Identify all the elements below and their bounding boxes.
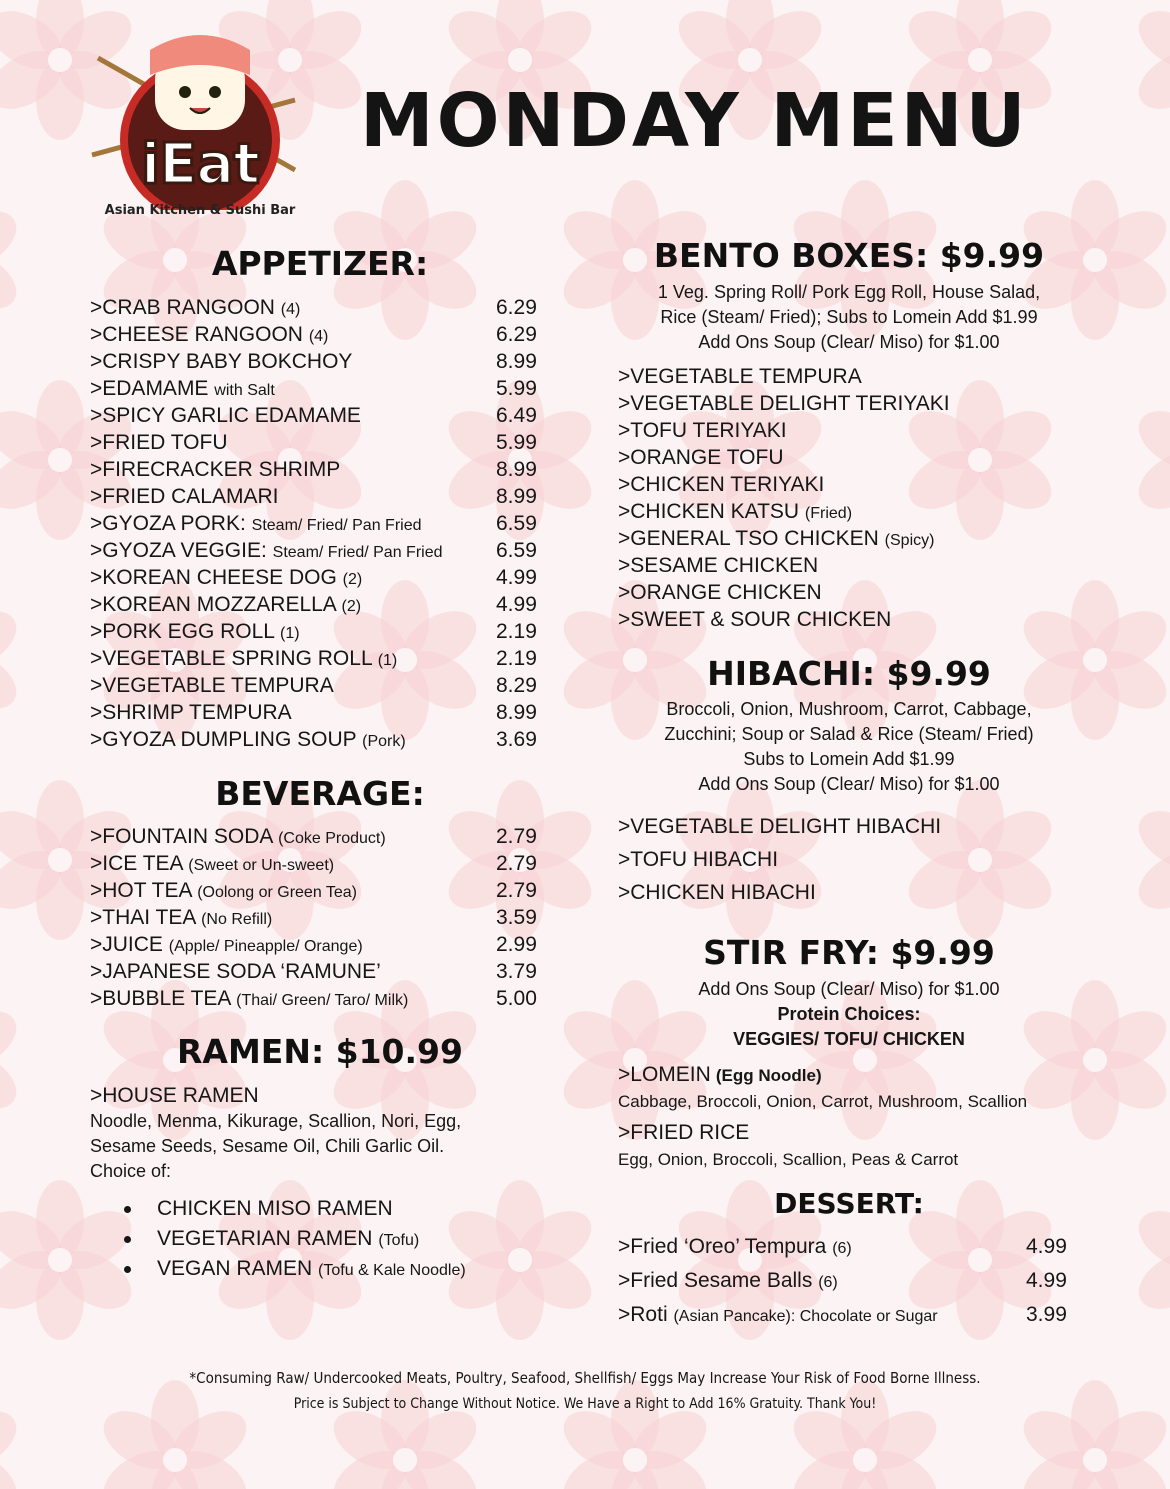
menu-item-name bbox=[618, 419, 787, 443]
item-note: (Oolong or Green Tea) bbox=[197, 884, 357, 901]
item-name: >SWEET & SOUR CHICKEN bbox=[618, 608, 892, 631]
menu-item-name bbox=[618, 581, 822, 605]
menu-item-name bbox=[90, 728, 406, 752]
ramen-choice-note: (Tofu) bbox=[378, 1232, 420, 1249]
item-name: >FRIED CALAMARI bbox=[90, 485, 279, 508]
item-note: Steam/ Fried/ Pan Fried bbox=[272, 544, 443, 561]
menu-item-name bbox=[90, 539, 443, 563]
menu-item-price: 2.19 bbox=[496, 647, 537, 670]
ramen-choice-name: CHICKEN MISO RAMEN bbox=[157, 1197, 393, 1220]
ramen-desc-line: Sesame Seeds, Sesame Oil, Chili Garlic Oil. bbox=[90, 1136, 445, 1156]
menu-item-name bbox=[90, 566, 362, 590]
item-name: >TOFU HIBACHI bbox=[618, 848, 779, 871]
menu-item-name bbox=[618, 815, 941, 839]
menu-item-name bbox=[90, 593, 361, 617]
item-note: (2) bbox=[341, 598, 362, 615]
menu-item-name bbox=[90, 404, 361, 428]
menu-item-price: 8.99 bbox=[496, 350, 537, 373]
bento-desc-line: 1 Veg. Spring Roll/ Pork Egg Roll, House Salad, bbox=[657, 282, 1041, 302]
stirfry-item-note: (Egg Noodle) bbox=[715, 1066, 822, 1085]
bento-desc-line: Add Ons Soup (Clear/ Miso) for $1.00 bbox=[698, 332, 1000, 352]
item-name: >VEGETABLE SPRING ROLL bbox=[90, 647, 372, 670]
menu-item-price: 2.79 bbox=[496, 825, 537, 848]
item-name: >TOFU TERIYAKI bbox=[618, 419, 787, 442]
item-name: >Roti bbox=[618, 1303, 668, 1326]
ramen-choice bbox=[157, 1227, 419, 1251]
menu-item-price: 2.99 bbox=[496, 933, 537, 956]
bento-desc bbox=[618, 280, 1080, 355]
menu-item-name bbox=[90, 825, 386, 849]
item-note: (6) bbox=[832, 1240, 852, 1257]
menu-item-name bbox=[90, 377, 275, 401]
ramen-desc-line: Noodle, Menma, Kikurage, Scallion, Nori, Egg, bbox=[90, 1111, 462, 1131]
footer-notice: Price is Subject to Change Without Notice. We Have a Right to Add 16% Gratuity. Thank You! bbox=[293, 1396, 877, 1412]
menu-item-name bbox=[618, 365, 862, 389]
item-name: >ORANGE TOFU bbox=[618, 446, 784, 469]
item-note: (Coke Product) bbox=[278, 830, 386, 847]
item-name: >THAI TEA bbox=[90, 906, 196, 929]
stirfry-protein-list: VEGGIES/ TOFU/ CHICKEN bbox=[733, 1029, 965, 1049]
item-name: >GYOZA PORK: bbox=[90, 512, 246, 535]
menu-item-name bbox=[618, 392, 950, 416]
bento-heading: BENTO BOXES: $9.99 bbox=[653, 236, 1045, 275]
item-name: >PORK EGG ROLL bbox=[90, 620, 275, 643]
item-name: >VEGETABLE DELIGHT HIBACHI bbox=[618, 815, 942, 838]
stirfry-addons: Add Ons Soup (Clear/ Miso) for $1.00 bbox=[698, 979, 1000, 999]
hibachi-desc bbox=[618, 697, 1080, 797]
menu-item-name bbox=[90, 987, 408, 1011]
hibachi-heading: HIBACHI: $9.99 bbox=[707, 654, 991, 693]
item-note: (Spicy) bbox=[884, 532, 935, 549]
ramen-choice-name: VEGAN RAMEN bbox=[157, 1257, 313, 1280]
menu-item-name bbox=[90, 647, 397, 671]
item-note: with Salt bbox=[214, 382, 275, 399]
menu-item-price: 3.69 bbox=[496, 728, 537, 751]
menu-item-name bbox=[90, 701, 292, 725]
appetizer-heading: APPETIZER: bbox=[211, 244, 429, 283]
item-name: >CHICKEN TERIYAKI bbox=[618, 473, 825, 496]
item-note: (6) bbox=[818, 1274, 838, 1291]
item-name: >FRIED TOFU bbox=[90, 431, 228, 454]
menu-item-name bbox=[90, 620, 300, 644]
stirfry-heading: STIR FRY: $9.99 bbox=[703, 933, 995, 972]
stirfry-item bbox=[618, 1121, 749, 1145]
stirfry-item-desc: Egg, Onion, Broccoli, Scallion, Peas & Carrot bbox=[618, 1150, 959, 1169]
menu-item-price: 8.29 bbox=[496, 674, 537, 697]
item-name: >JUICE bbox=[90, 933, 163, 956]
item-name: >BUBBLE TEA bbox=[90, 987, 231, 1010]
item-name: >GYOZA DUMPLING SOUP bbox=[90, 728, 357, 751]
menu-item-name bbox=[90, 485, 278, 509]
item-name: >SHRIMP TEMPURA bbox=[90, 701, 292, 724]
menu-item-name bbox=[90, 431, 228, 455]
bullet-icon bbox=[124, 1206, 131, 1213]
item-note: (1) bbox=[377, 652, 398, 669]
menu-item-name bbox=[618, 473, 824, 497]
item-name: >GENERAL TSO CHICKEN bbox=[618, 527, 879, 550]
menu-item-price: 4.99 bbox=[1026, 1235, 1067, 1258]
menu-item-name bbox=[618, 554, 818, 578]
menu-item-name bbox=[90, 906, 272, 930]
ramen-item: >HOUSE RAMEN bbox=[90, 1084, 259, 1107]
item-name: >SESAME CHICKEN bbox=[618, 554, 819, 577]
menu-item-name bbox=[618, 608, 891, 632]
item-note: (4) bbox=[280, 301, 301, 318]
menu-item-name bbox=[618, 500, 852, 524]
stirfry-item-name: >LOMEIN bbox=[618, 1063, 711, 1086]
item-note: (Asian Pancake): Chocolate or Sugar bbox=[673, 1308, 938, 1325]
item-note: (Pork) bbox=[362, 733, 406, 750]
menu-item-name bbox=[618, 1235, 852, 1259]
ramen-choice-note: (Tofu & Kale Noodle) bbox=[318, 1262, 466, 1279]
hibachi-desc-line: Subs to Lomein Add $1.99 bbox=[743, 749, 955, 769]
stirfry-protein-label: Protein Choices: bbox=[777, 1004, 921, 1024]
item-name: >ORANGE CHICKEN bbox=[618, 581, 822, 604]
menu-item-name bbox=[618, 1269, 838, 1293]
item-name: >FOUNTAIN SODA bbox=[90, 825, 273, 848]
menu-item-name bbox=[618, 848, 778, 872]
menu-item-price: 8.99 bbox=[496, 701, 537, 724]
item-note: Steam/ Fried/ Pan Fried bbox=[251, 517, 422, 534]
item-name: >Fried Sesame Balls bbox=[618, 1269, 813, 1292]
menu-item-name bbox=[90, 933, 363, 957]
bento-desc-line: Rice (Steam/ Fried); Subs to Lomein Add $1.99 bbox=[660, 307, 1038, 327]
hibachi-desc-line: Broccoli, Onion, Mushroom, Carrot, Cabbage, bbox=[666, 699, 1032, 719]
menu-item-price: 2.79 bbox=[496, 852, 537, 875]
menu-item-name bbox=[618, 527, 934, 551]
menu-item-price: 6.49 bbox=[496, 404, 537, 427]
item-note: (Sweet or Un-sweet) bbox=[188, 857, 335, 874]
menu-item-price: 4.99 bbox=[496, 593, 537, 616]
item-note: (4) bbox=[308, 328, 329, 345]
ramen-choice-name: VEGETARIAN RAMEN bbox=[157, 1227, 373, 1250]
ramen-desc bbox=[90, 1109, 461, 1184]
stirfry-item-name: >FRIED RICE bbox=[618, 1121, 750, 1144]
ramen-choice bbox=[157, 1197, 393, 1221]
ramen-choice bbox=[157, 1257, 466, 1281]
item-name: >CHICKEN KATSU bbox=[618, 500, 800, 523]
stirfry-item bbox=[618, 1063, 822, 1087]
menu-item-name bbox=[618, 1303, 938, 1327]
stirfry-desc bbox=[618, 977, 1080, 1052]
menu-item-name bbox=[90, 852, 334, 876]
footer-disclaimer: *Consuming Raw/ Undercooked Meats, Poultry, Seafood, Shellfish/ Eggs May Increase Your Risk of Food Borne Illness. bbox=[189, 1369, 981, 1387]
item-name: >CHEESE RANGOON bbox=[90, 323, 303, 346]
menu-item-price: 5.99 bbox=[496, 377, 537, 400]
item-name: >EDAMAME bbox=[90, 377, 209, 400]
menu-item-name bbox=[618, 446, 784, 470]
brand-logo bbox=[90, 20, 310, 226]
dessert-heading: DESSERT: bbox=[774, 1187, 924, 1220]
item-note: (No Refill) bbox=[201, 911, 273, 928]
item-name: >KOREAN MOZZARELLA bbox=[90, 593, 336, 616]
item-name: >KOREAN CHEESE DOG bbox=[90, 566, 337, 589]
menu-item-name bbox=[90, 674, 334, 698]
page-title: MONDAY MENU bbox=[360, 78, 1029, 164]
ramen-heading: RAMEN: $10.99 bbox=[177, 1032, 463, 1071]
menu-item-price: 6.29 bbox=[496, 323, 537, 346]
item-name: >VEGETABLE TEMPURA bbox=[90, 674, 334, 697]
item-note: (2) bbox=[342, 571, 363, 588]
hibachi-desc-line: Add Ons Soup (Clear/ Miso) for $1.00 bbox=[698, 774, 1000, 794]
item-name: >Fried ‘Oreo’ Tempura bbox=[618, 1235, 827, 1258]
menu-item-price: 3.99 bbox=[1026, 1303, 1067, 1326]
item-name: >FIRECRACKER SHRIMP bbox=[90, 458, 341, 481]
item-name: >HOT TEA bbox=[90, 879, 192, 902]
menu-item-name bbox=[90, 350, 352, 374]
item-name: >JAPANESE SODA ‘RAMUNE’ bbox=[90, 960, 381, 983]
logo-wordmark: iEat bbox=[140, 132, 259, 197]
item-name: >CHICKEN HIBACHI bbox=[618, 881, 816, 904]
menu-item-price: 3.79 bbox=[496, 960, 537, 983]
menu-item-price: 2.19 bbox=[496, 620, 537, 643]
hibachi-desc-line: Zucchini; Soup or Salad & Rice (Steam/ Fried) bbox=[664, 724, 1034, 744]
menu-item-name bbox=[618, 881, 816, 905]
menu-item-name bbox=[90, 323, 328, 347]
beverage-heading: BEVERAGE: bbox=[215, 774, 425, 813]
logo-subtitle: Asian Kitchen & Sushi Bar bbox=[104, 203, 296, 218]
menu-item-name bbox=[90, 960, 381, 984]
menu-item-price: 5.00 bbox=[496, 987, 537, 1010]
menu-item-name bbox=[90, 296, 300, 320]
menu-item-price: 8.99 bbox=[496, 458, 537, 481]
item-name: >SPICY GARLIC EDAMAME bbox=[90, 404, 361, 427]
menu-item-price: 6.29 bbox=[496, 296, 537, 319]
menu-item-price: 4.99 bbox=[1026, 1269, 1067, 1292]
menu-item-price: 3.59 bbox=[496, 906, 537, 929]
menu-item-price: 5.99 bbox=[496, 431, 537, 454]
menu-item-price: 4.99 bbox=[496, 566, 537, 589]
menu-item-price: 8.99 bbox=[496, 485, 537, 508]
item-note: (1) bbox=[280, 625, 300, 642]
item-name: >ICE TEA bbox=[90, 852, 183, 875]
menu-item-price: 6.59 bbox=[496, 512, 537, 535]
ramen-desc-line: Choice of: bbox=[90, 1161, 172, 1181]
item-name: >CRAB RANGOON bbox=[90, 296, 275, 319]
bullet-icon bbox=[124, 1266, 131, 1273]
item-note: (Apple/ Pineapple/ Orange) bbox=[168, 938, 363, 955]
item-name: >GYOZA VEGGIE: bbox=[90, 539, 267, 562]
item-name: >VEGETABLE TEMPURA bbox=[618, 365, 862, 388]
bullet-icon bbox=[124, 1236, 131, 1243]
item-name: >CRISPY BABY BOKCHOY bbox=[90, 350, 353, 373]
menu-item-price: 6.59 bbox=[496, 539, 537, 562]
menu-item-price: 2.79 bbox=[496, 879, 537, 902]
item-note: (Thai/ Green/ Taro/ Milk) bbox=[236, 992, 409, 1009]
stirfry-item-desc: Cabbage, Broccoli, Onion, Carrot, Mushroom, Scallion bbox=[618, 1092, 1028, 1111]
item-note: (Fried) bbox=[804, 505, 853, 522]
menu-item-name bbox=[90, 879, 357, 903]
menu-item-name bbox=[90, 512, 422, 536]
item-name: >VEGETABLE DELIGHT TERIYAKI bbox=[618, 392, 950, 415]
menu-item-name bbox=[90, 458, 340, 482]
